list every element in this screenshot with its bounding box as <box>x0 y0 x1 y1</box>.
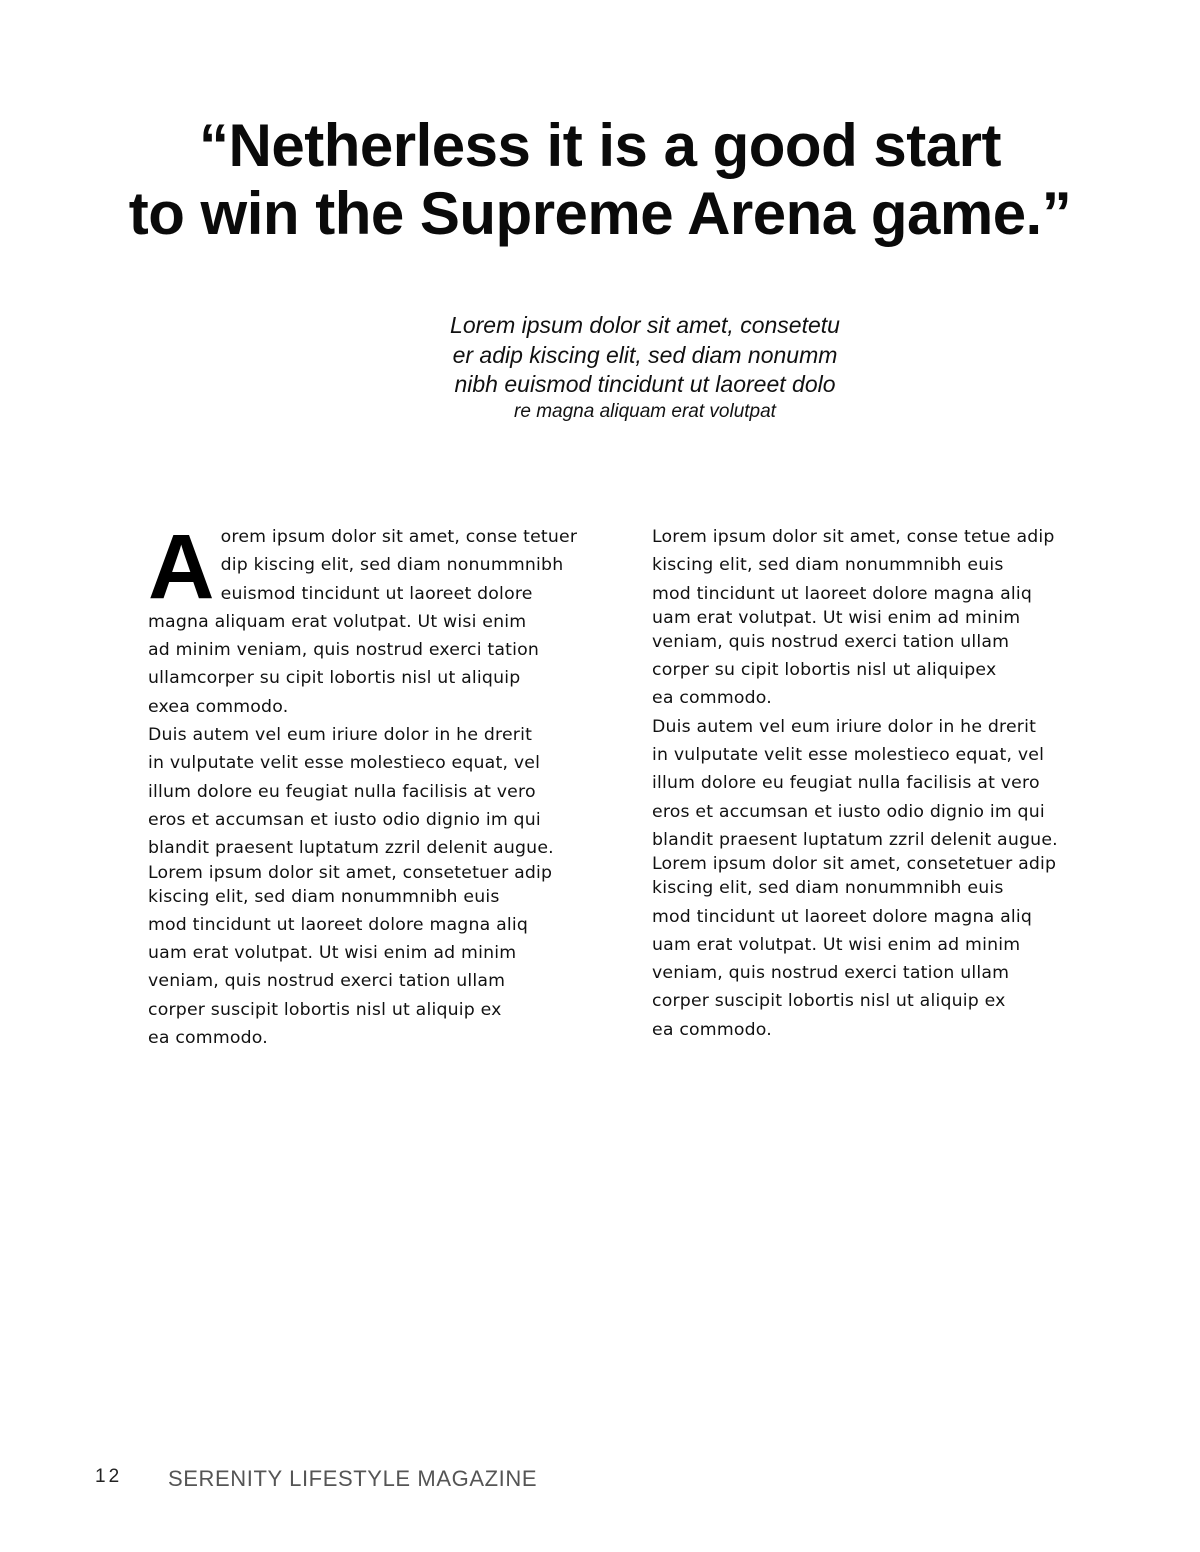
body-line: Lorem ipsum dolor sit amet, consetetuer adip <box>148 862 553 883</box>
body-line: uam erat volutpat. Ut wisi enim ad minim <box>148 943 517 964</box>
body-line: veniam, quis nostrud exerci tation ullam <box>148 971 506 992</box>
body-line: veniam, quis nostrud exerci tation ullam <box>652 631 1010 652</box>
pull-quote-line: Lorem ipsum dolor sit amet, consetetu <box>450 312 840 338</box>
body-line: Lorem ipsum dolor sit amet, consetetuer adip <box>652 854 1057 875</box>
pull-quote-line: nibh euismod tincidunt ut laoreet dolo <box>454 371 836 397</box>
body-line: eros et accumsan et iusto odio dignio im qui <box>148 809 541 830</box>
body-line: ullamcorper su cipit lobortis nisl ut aliquip <box>148 668 521 689</box>
body-line: veniam, quis nostrud exerci tation ullam <box>652 963 1010 984</box>
body-line: corper suscipit lobortis nisl ut aliquip ex <box>652 991 1006 1012</box>
body-line: Lorem ipsum dolor sit amet, conse tetue adip <box>652 527 1055 547</box>
right-column <box>652 523 1092 1044</box>
body-line: kiscing elit, sed diam nonummnibh euis <box>652 878 1004 899</box>
headline-line-2: to win the Supreme Arena game.” <box>128 180 1072 247</box>
body-line: corper su cipit lobortis nisl ut aliquipex <box>652 660 997 681</box>
body-line: blandit praesent luptatum zzril delenit augue. <box>652 829 1058 850</box>
magazine-title: SERENITY LIFESTYLE MAGAZINE <box>168 1466 538 1491</box>
left-column <box>148 516 618 1052</box>
body-line: magna aliquam erat volutpat. Ut wisi enim <box>148 611 527 632</box>
body-line: euismod tincidunt ut laoreet dolore <box>220 583 533 604</box>
body-line: ad minim veniam, quis nostrud exerci tation <box>148 640 540 661</box>
body-line: blandit praesent luptatum zzril delenit augue. <box>148 838 554 859</box>
body-line: illum dolore eu feugiat nulla facilisis at vero <box>652 773 1040 794</box>
body-line: mod tincidunt ut laoreet dolore magna aliq <box>652 906 1033 927</box>
body-line: ea commodo. <box>652 1019 772 1040</box>
page-number: 12 <box>95 1466 123 1487</box>
body-line: exea commodo. <box>148 696 289 717</box>
body-line: in vulputate velit esse molestieco equat, vel <box>148 753 541 774</box>
body-line: dip kiscing elit, sed diam nonummnibh <box>220 555 564 576</box>
body-line: uam erat volutpat. Ut wisi enim ad minim <box>652 934 1021 955</box>
body-line: ea commodo. <box>148 1028 268 1049</box>
pull-quote <box>395 311 895 424</box>
body-line: Duis autem vel eum iriure dolor in he drerit <box>652 716 1037 737</box>
body-line: orem ipsum dolor sit amet, conse tetuer <box>220 527 578 547</box>
body-line: kiscing elit, sed diam nonummnibh euis <box>652 555 1004 576</box>
body-line: mod tincidunt ut laoreet dolore magna aliq <box>148 914 529 935</box>
body-line: mod tincidunt ut laoreet dolore magna aliq <box>652 583 1033 604</box>
body-line: corper suscipit lobortis nisl ut aliquip ex <box>148 999 502 1020</box>
body-line: illum dolore eu feugiat nulla facilisis at vero <box>148 781 536 802</box>
body-line: ea commodo. <box>652 688 772 709</box>
body-line: uam erat volutpat. Ut wisi enim ad minim <box>652 607 1021 628</box>
drop-cap: A <box>148 516 215 618</box>
page-headline <box>0 112 1200 248</box>
body-line: in vulputate velit esse molestieco equat, vel <box>652 745 1045 766</box>
headline-line-1: “Netherless it is a good start <box>199 112 1001 179</box>
body-line: kiscing elit, sed diam nonummnibh euis <box>148 886 500 907</box>
body-line: eros et accumsan et iusto odio dignio im qui <box>652 801 1045 822</box>
pull-quote-line: er adip kiscing elit, sed diam nonumm <box>452 341 838 368</box>
body-line: Duis autem vel eum iriure dolor in he drerit <box>148 725 533 746</box>
pull-quote-line: re magna aliquam erat volutpat <box>514 400 776 422</box>
